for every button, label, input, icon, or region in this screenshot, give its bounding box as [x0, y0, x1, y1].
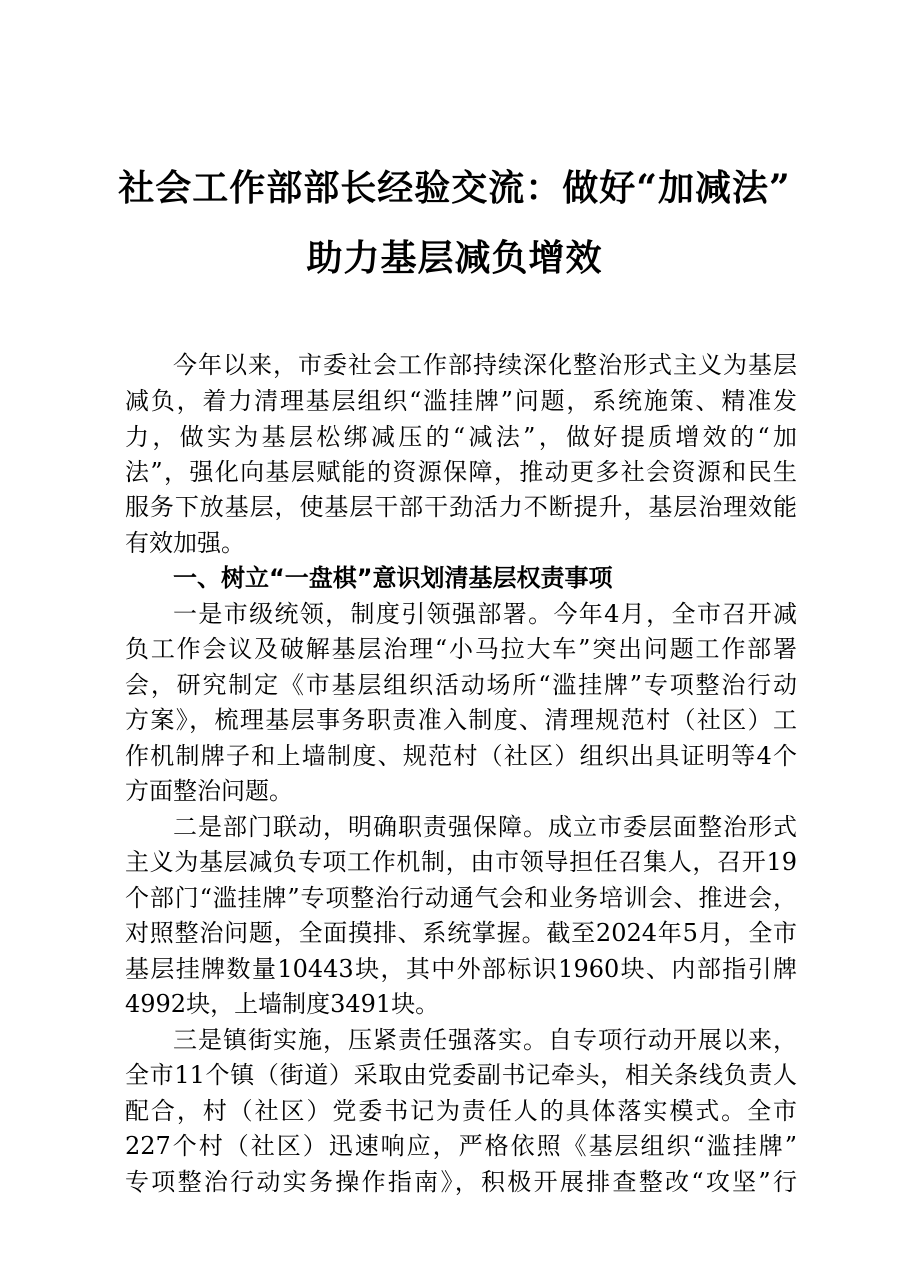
paragraph-line: 全市11个镇（街道）采取由党委副书记牵头，相关条线负责人	[125, 1061, 797, 1089]
paragraph-line: 配合，村（社区）党委书记为责任人的具体落实模式。全市	[125, 1097, 797, 1125]
paragraph-line: 方案》，梳理基层事务职责准入制度、清理规范村（社区）工	[125, 706, 797, 734]
paragraph-line: 对照整治问题，全面摸排、系统掌握。截至2024年5月，全市	[125, 919, 797, 947]
paragraph-line: 服务下放基层，使基层干部干劲活力不断提升，基层治理效能	[125, 493, 797, 521]
paragraph-line: 主义为基层减负专项工作机制，由市领导担任召集人，召开19	[125, 848, 797, 876]
paragraph-line: 个部门“滥挂牌”专项整治行动通气会和业务培训会、推进会，	[125, 884, 797, 912]
paragraph-line: 有效加强。	[125, 529, 245, 557]
document-title-line-1: 社会工作部部长经验交流：做好“加减法”	[118, 167, 791, 209]
section-heading: 一、树立“一盘棋”意识划清基层权责事项	[173, 564, 613, 592]
paragraph-line: 负工作会议及破解基层治理“小马拉大车”突出问题工作部署	[125, 635, 797, 663]
paragraph-line: 方面整治问题。	[125, 777, 293, 805]
paragraph-line: 今年以来，市委社会工作部持续深化整治形式主义为基层	[173, 351, 797, 379]
paragraph-line: 三是镇街实施，压紧责任强落实。自专项行动开展以来，	[173, 1026, 797, 1054]
paragraph-line: 作机制牌子和上墙制度、规范村（社区）组织出具证明等4个	[125, 742, 797, 770]
paragraph-line: 会，研究制定《市基层组织活动场所“滥挂牌”专项整治行动	[125, 671, 797, 699]
paragraph-line: 减负，着力清理基层组织“滥挂牌”问题，系统施策、精准发	[125, 387, 797, 415]
paragraph-line: 二是部门联动，明确职责强保障。成立市委层面整治形式	[173, 813, 797, 841]
paragraph-line: 227个村（社区）迅速响应，严格依照《基层组织“滥挂牌”	[125, 1132, 797, 1160]
paragraph-line: 4992块，上墙制度3491块。	[125, 990, 440, 1018]
paragraph-line: 基层挂牌数量10443块，其中外部标识1960块、内部指引牌	[125, 955, 797, 983]
paragraph-line: 专项整治行动实务操作指南》，积极开展排查整改“攻坚”行	[125, 1168, 797, 1196]
paragraph-line: 一是市级统领，制度引领强部署。今年4月，全市召开减	[173, 600, 797, 628]
paragraph-line: 力，做实为基层松绑减压的“减法”，做好提质增效的“加	[125, 423, 797, 451]
paragraph-line: 法”，强化向基层赋能的资源保障，推动更多社会资源和民生	[125, 458, 797, 486]
document-title-line-2: 助力基层减负增效	[306, 237, 603, 279]
